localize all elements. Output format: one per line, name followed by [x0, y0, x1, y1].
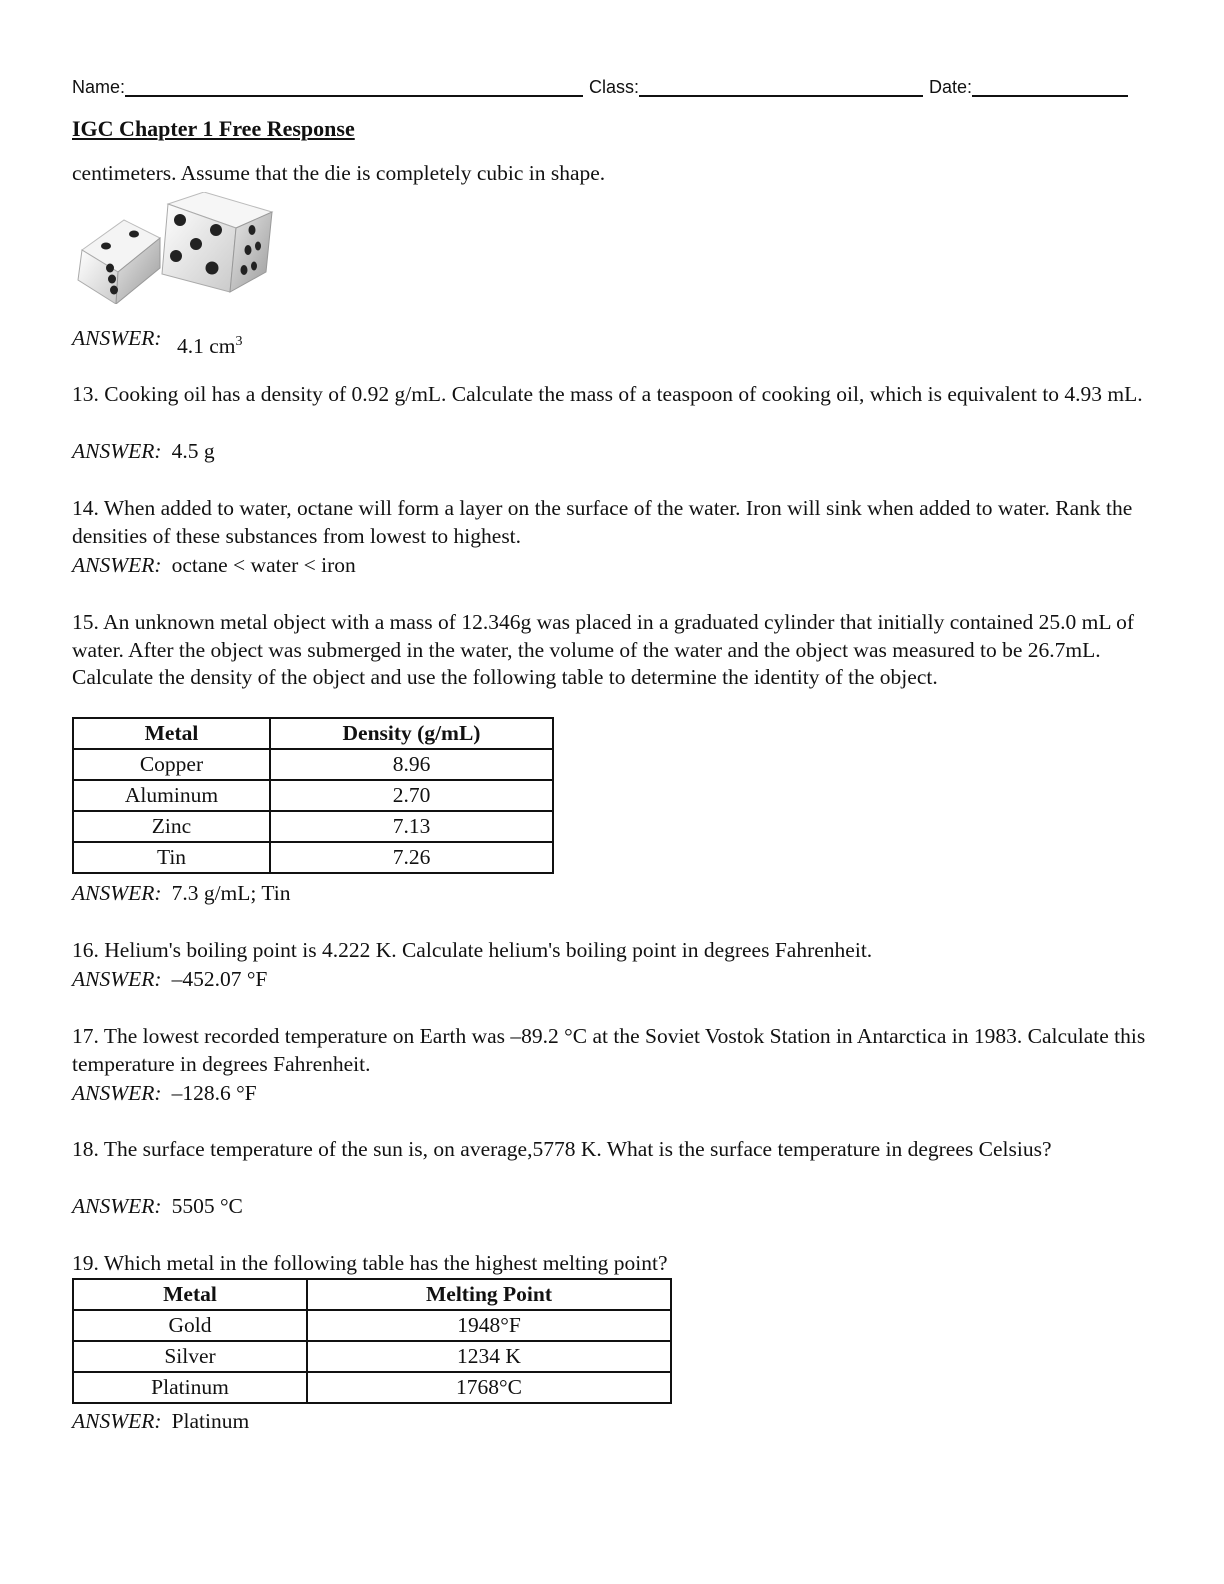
page-title: IGC Chapter 1 Free Response: [72, 116, 355, 141]
answer-label: ANSWER:: [72, 967, 162, 991]
table-header-density: Density (g/mL): [270, 718, 553, 749]
answer-label: ANSWER:: [72, 881, 162, 905]
density-table: [72, 717, 554, 874]
table-cell-density: 8.96: [270, 749, 553, 780]
table-cell-melting-point: 1948°F: [307, 1310, 671, 1341]
question-13-answer: [72, 438, 1147, 466]
question-13-text: 13. Cooking oil has a density of 0.92 g/mL. Calculate the mass of a teaspoon of cooking oil, which is equivalent to 4.93 mL.: [72, 382, 1143, 406]
question-15-text: 15. An unknown metal object with a mass of 12.346g was placed in a graduated cylinder that initially contained 25.0 mL of water. After the object was submerged in the water, the volume of the water and the object was measured to be 26.7mL. Calculate the density of the object and use the following table to determine the identity of the object.: [72, 610, 1135, 689]
table-header-melting-point: Melting Point: [307, 1279, 671, 1310]
class-field-line[interactable]: [639, 77, 923, 97]
question-14-text: 14. When added to water, octane will form a layer on the surface of the water. Iron will sink when added to water. Rank the densities of these substances from lowest to highest.: [72, 496, 1133, 548]
table-header-metal: Metal: [73, 718, 270, 749]
dice-image: [76, 192, 276, 304]
question-19-answer: [72, 1408, 1147, 1436]
table-header-row: [73, 718, 553, 749]
question-16-answer: [72, 966, 1147, 994]
answer-value: 4.1 $cm^3$: [176, 334, 243, 359]
answer-value: 4.5 g: [171, 439, 215, 463]
table-row: [73, 811, 553, 842]
melting-point-table: [72, 1278, 672, 1404]
answer-label: ANSWER:: [72, 1081, 162, 1105]
question-12-answer: [72, 320, 1147, 359]
question-14-answer: [72, 552, 1147, 580]
answer-label: ANSWER:: [72, 326, 162, 351]
name-field-line[interactable]: [125, 77, 583, 97]
table-cell-melting-point: 1768°C: [307, 1372, 671, 1403]
answer-value: 7.3 g/mL; Tin: [171, 881, 291, 905]
table-header-row: [73, 1279, 671, 1310]
table-row: [73, 1372, 671, 1403]
name-label: Name:: [72, 77, 126, 97]
header-fields: [72, 72, 1144, 98]
question-18-answer: [72, 1193, 1147, 1221]
question-16-text: 16. Helium's boiling point is 4.222 K. Calculate helium's boiling point in degrees Fahrenheit.: [72, 938, 873, 962]
answer-value: Platinum: [171, 1409, 250, 1433]
table-cell-metal: Copper: [73, 749, 270, 780]
class-label: Class:: [589, 77, 640, 97]
answer-value: –128.6 °F: [171, 1081, 257, 1105]
table-cell-metal: Zinc: [73, 811, 270, 842]
table-cell-density: 2.70: [270, 780, 553, 811]
question-17-answer: [72, 1080, 1147, 1108]
answer-label: ANSWER:: [72, 553, 162, 577]
table-cell-metal: Gold: [73, 1310, 307, 1341]
answer-label: ANSWER:: [72, 439, 162, 463]
question-18-text: 18. The surface temperature of the sun is, on average,5778 K. What is the surface temperature in degrees Celsius?: [72, 1137, 1052, 1161]
question-19-text: 19. Which metal in the following table has the highest melting point?: [72, 1251, 668, 1275]
table-cell-melting-point: 1234 K: [307, 1341, 671, 1372]
question-15-answer: [72, 880, 1147, 908]
answer-value: octane < water < iron: [171, 553, 356, 577]
table-cell-density: 7.13: [270, 811, 553, 842]
table-cell-metal: Tin: [73, 842, 270, 873]
answer-value: –452.07 °F: [171, 967, 268, 991]
table-cell-metal: Aluminum: [73, 780, 270, 811]
left-die: [78, 220, 160, 304]
right-die: [162, 192, 272, 292]
table-header-metal: Metal: [73, 1279, 307, 1310]
date-field-line[interactable]: [972, 77, 1128, 97]
answer-value: 5505 °C: [171, 1194, 243, 1218]
table-cell-metal: Platinum: [73, 1372, 307, 1403]
answer-label: ANSWER:: [72, 1194, 162, 1218]
answer-label: ANSWER:: [72, 1409, 162, 1433]
table-cell-metal: Silver: [73, 1341, 307, 1372]
table-row: [73, 780, 553, 811]
date-label: Date:: [929, 77, 973, 97]
table-cell-density: 7.26: [270, 842, 553, 873]
table-row: [73, 842, 553, 873]
table-row: [73, 1310, 671, 1341]
table-row: [73, 1341, 671, 1372]
table-row: [73, 749, 553, 780]
question-17-text: 17. The lowest recorded temperature on Earth was –89.2 °C at the Soviet Vostok Station in Antarctica in 1983. Calculate this temperature in degrees Fahrenheit.: [72, 1024, 1146, 1076]
question-12-text: centimeters. Assume that the die is completely cubic in shape.: [72, 161, 606, 185]
